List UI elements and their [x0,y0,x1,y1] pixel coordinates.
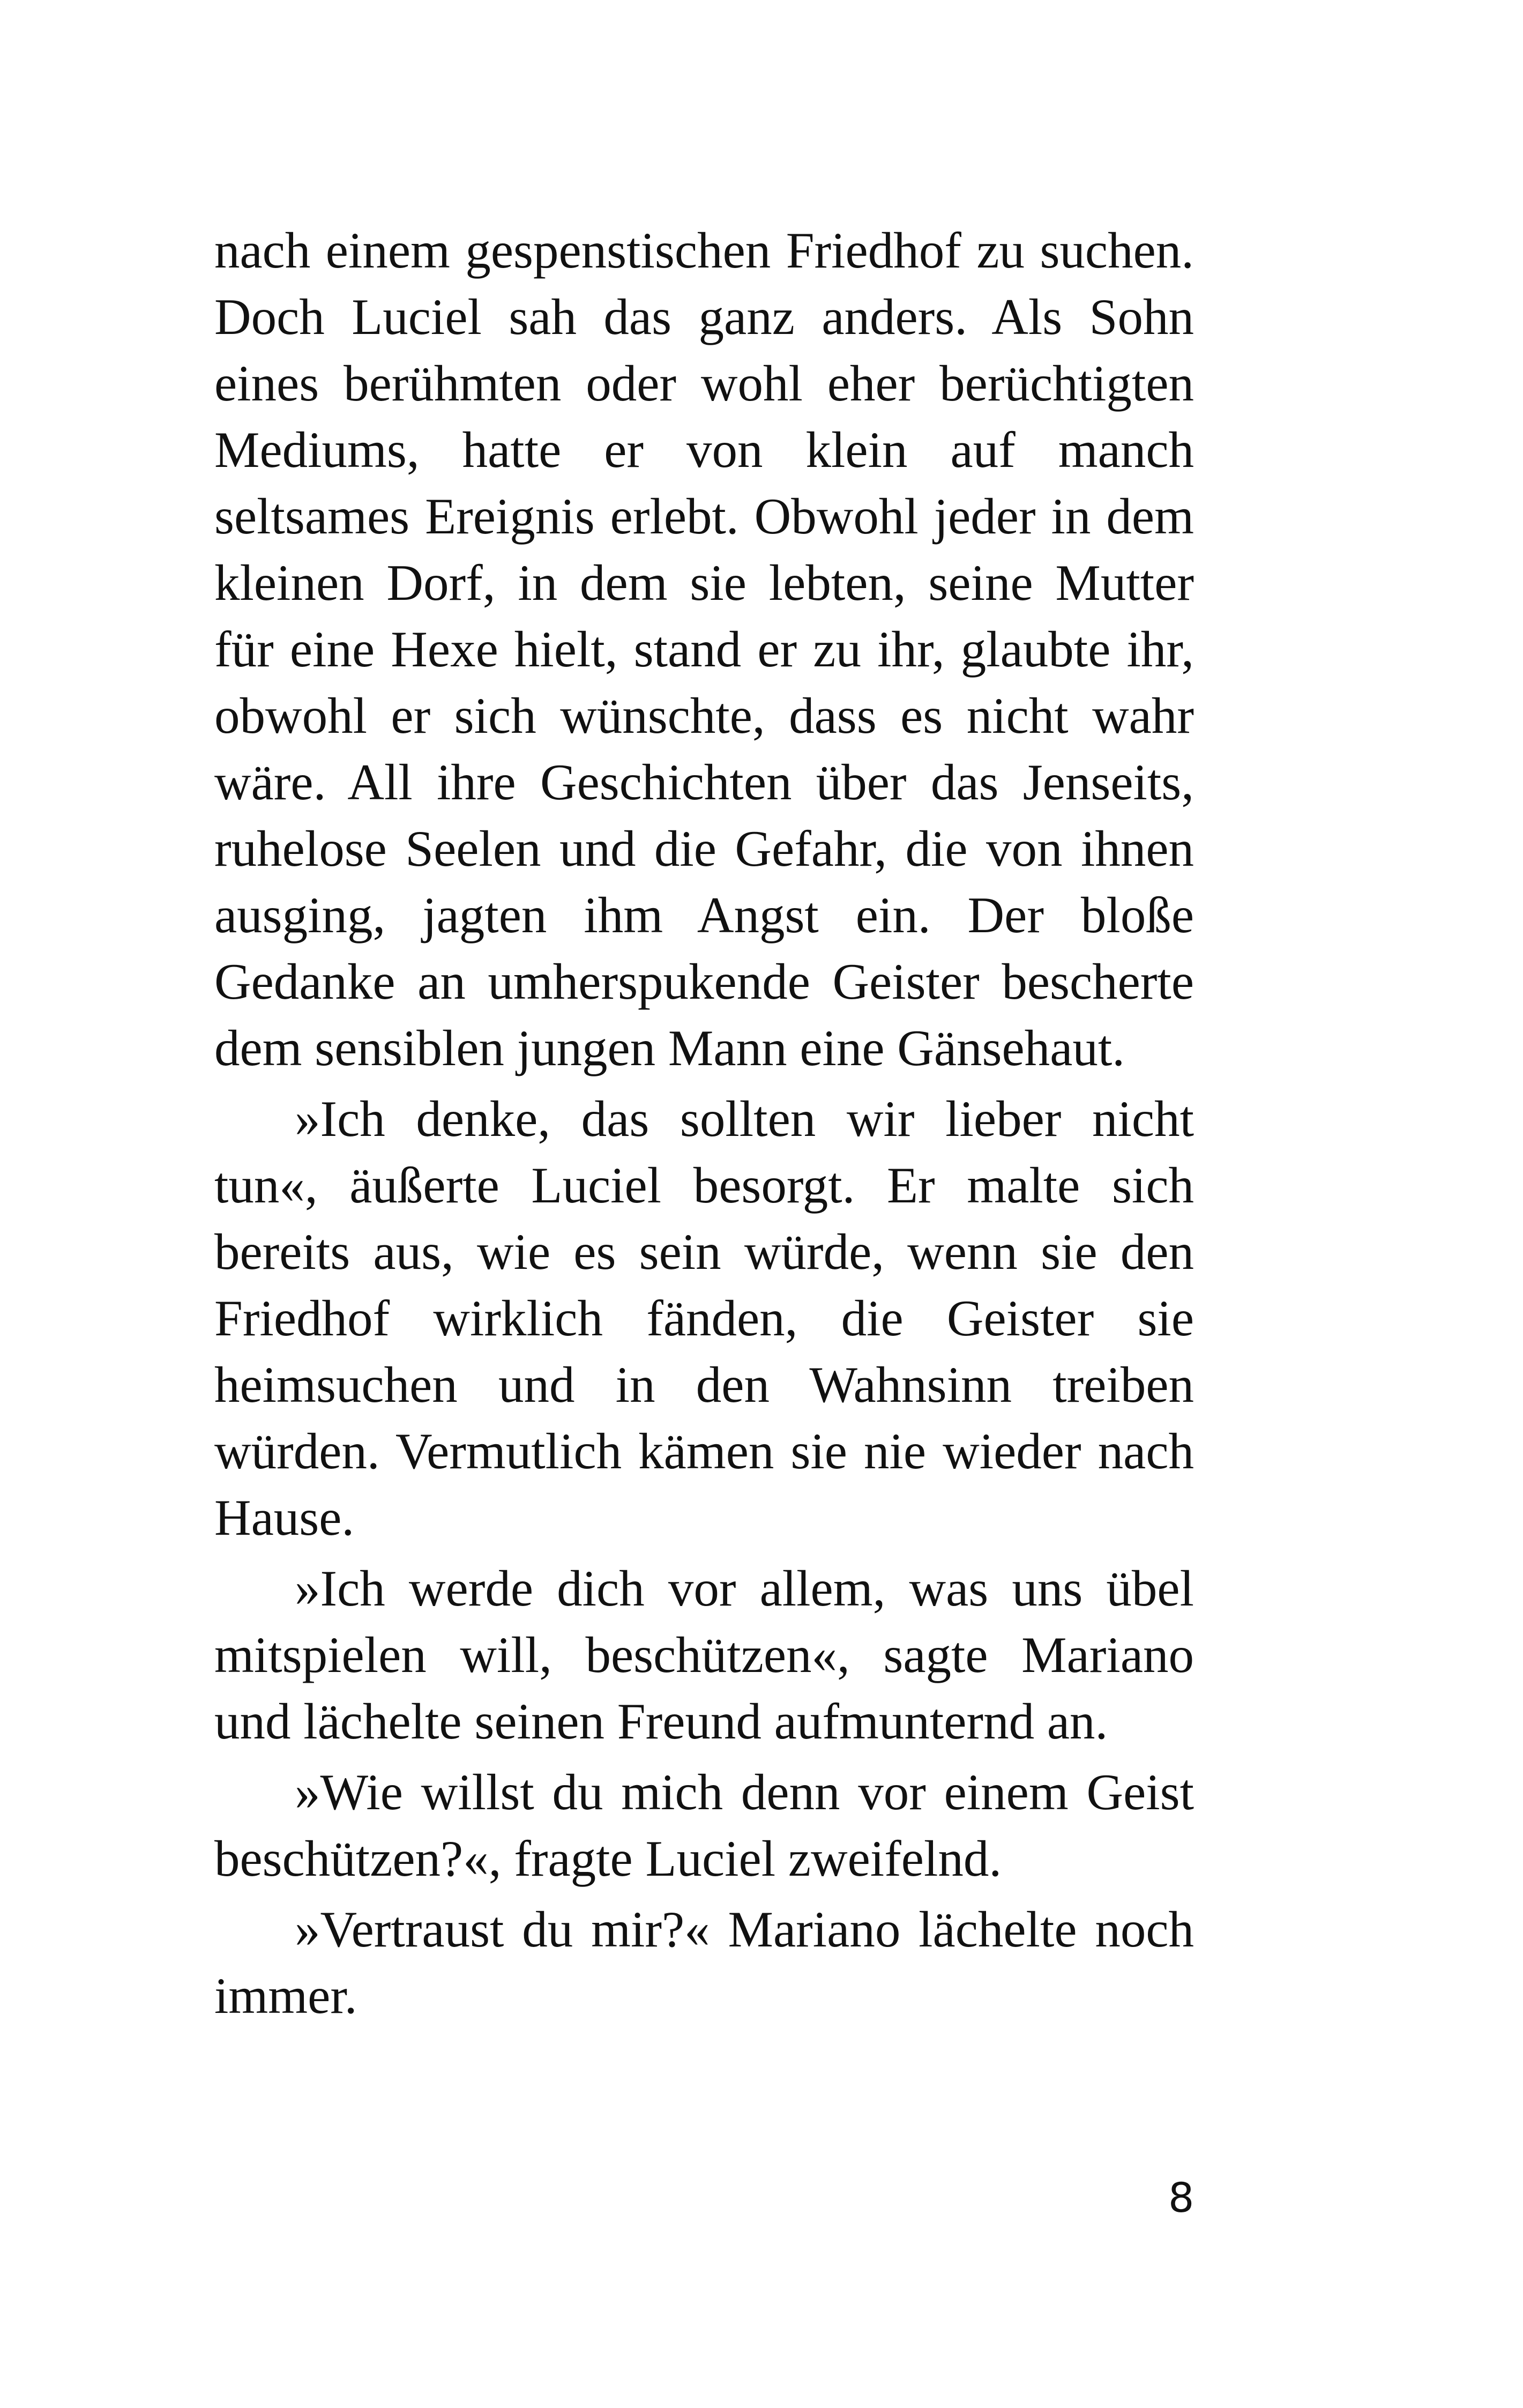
page-number: 8 [1168,2174,1194,2221]
body-text [214,217,1194,2029]
paragraph-3: »Ich werde dich vor allem, was uns übel mitspielen will, beschützen«, sagte Mariano und lächelte seinen Freund aufmunternd an. [214,1560,1194,1750]
paragraph-2: »Ich denke, das sollten wir lieber nicht tun«, äußerte Luciel besorgt. Er malte sich bereits aus, wie es sein würde, wenn sie den Friedhof wirklich fänden, die Geister sie heimsuchen und in den Wahnsinn treiben würden. Vermutlich kämen sie nie wieder nach Hause. [214,1090,1194,1546]
paragraph-1: nach einem gespenstischen Friedhof zu suchen. Doch Luciel sah das ganz anders. Als Sohn eines berühmten oder wohl eher berüchtigten Mediums, hatte er von klein auf manch seltsames Ereignis erlebt. Obwohl jeder in dem kleinen Dorf, in dem sie lebten, seine Mutter für eine Hexe hielt, stand er zu ihr, glaubte ihr, obwohl er sich wünschte, dass es nicht wahr wäre. All ihre Geschichten über das Jenseits, ruhelose Seelen und die Gefahr, die von ihnen ausging, jagten ihm Angst ein. Der bloße Gedanke an umherspukende Geister bescherte dem sensiblen jungen Mann eine Gänsehaut. [214,222,1194,1076]
paragraph-4: »Wie willst du mich denn vor einem Geist beschützen?«, fragte Luciel zweifelnd. [214,1764,1194,1887]
paragraph-5: »Vertraust du mir?« Mariano lächelte noch immer. [214,1901,1194,2024]
